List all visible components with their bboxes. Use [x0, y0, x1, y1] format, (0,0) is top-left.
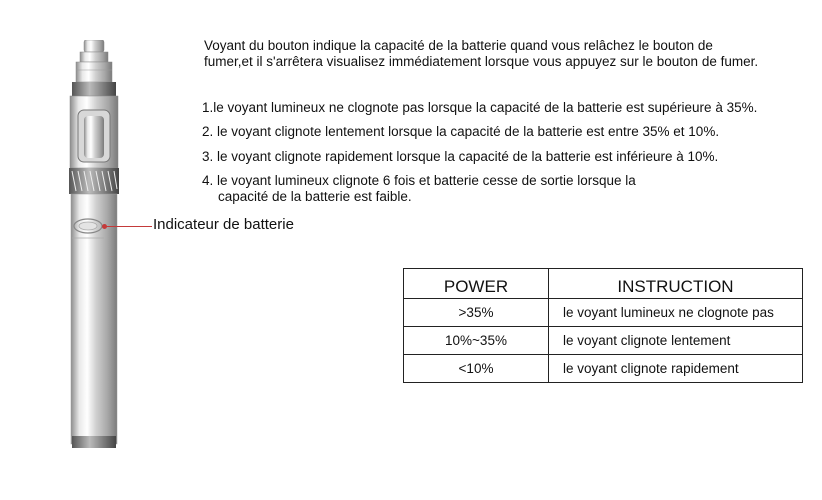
power-instruction-table [403, 268, 803, 383]
indicator-label: Indicateur de batterie [153, 216, 294, 233]
indicator-leader-dot [102, 224, 107, 229]
rule-2: 2. le voyant clignote lentement lorsque la capacité de la batterie est entre 35% et 10%. [202, 124, 720, 139]
table-row [404, 355, 803, 383]
intro-paragraph: Voyant du bouton indique la capacité de la batterie quand vous relâchez le bouton de fumer,et il s'arrêtera visualisez immédiatement lorsque vous appuyez sur le bouton de fumer. [204, 38, 759, 69]
power-cell: 10%~35% [404, 327, 549, 355]
vape-pen-illustration [58, 40, 130, 452]
rule-4-line-1: 4. le voyant lumineux clignote 6 fois et batterie cesse de sortie lorsque la [202, 173, 636, 188]
power-cell: <10% [404, 355, 549, 383]
header-instruction: INSTRUCTION [549, 269, 803, 299]
rule-1: 1.le voyant lumineux ne clognote pas lorsque la capacité de la batterie est supérieure à 35%. [202, 100, 758, 115]
header-power: POWER [404, 269, 549, 299]
table-row [404, 327, 803, 355]
instruction-cell: le voyant clignote lentement [549, 327, 803, 355]
rule-4 [202, 173, 636, 205]
table-header-row [404, 269, 803, 299]
power-cell: >35% [404, 299, 549, 327]
table-row [404, 299, 803, 327]
instruction-cell: le voyant lumineux ne clognote pas [549, 299, 803, 327]
rule-3: 3. le voyant clignote rapidement lorsque la capacité de la batterie est inférieure à 10%. [202, 149, 719, 164]
rule-4-line-2: capacité de la batterie est faible. [218, 189, 412, 204]
instruction-cell: le voyant clignote rapidement [549, 355, 803, 383]
indicator-leader-line [104, 226, 152, 227]
